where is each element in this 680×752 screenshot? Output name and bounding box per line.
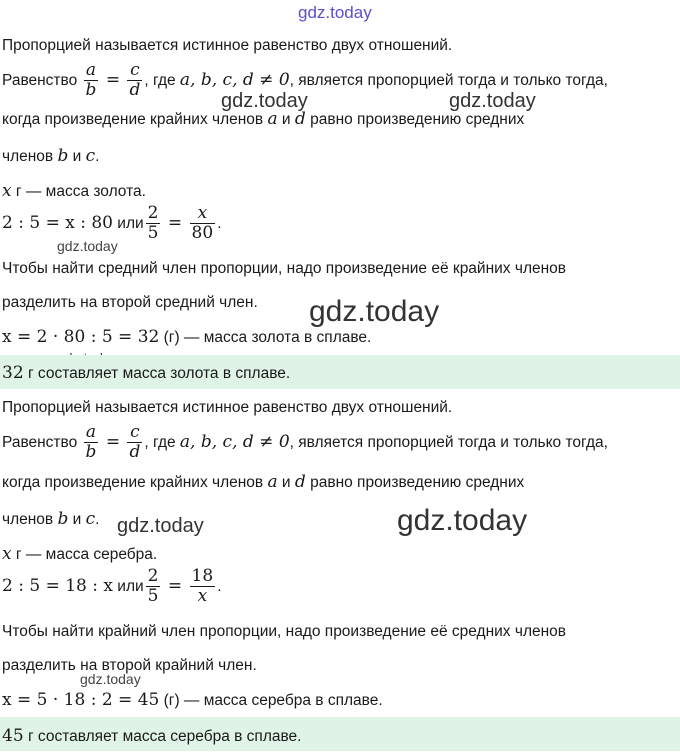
- line-extremes-2: когда произведение крайних членов a и d равно произведению средних: [2, 472, 525, 492]
- watermark: gdz.today: [449, 90, 536, 112]
- line-extremes-1: когда произведение крайних членов a и d равно произведению средних: [2, 109, 525, 129]
- definition-text-2: Пропорцией называется истинное равенство двух отношений.: [2, 399, 453, 416]
- where-text: , где: [144, 72, 180, 89]
- watermark-top: gdz.today: [298, 3, 372, 22]
- equality-line-1: Равенство $\frac{a}{b}$ = $\frac{c}{d}$ , где a, b, c, d ≠ 0, является пропорцией тогда и только тогда,: [2, 60, 608, 101]
- mass-definition-2: x г — масса серебра.: [2, 544, 158, 564]
- or-word: или: [112, 215, 144, 232]
- rule-line-2a: Чтобы найти крайний член пропорции, надо произведение её средних членов: [2, 623, 567, 640]
- frac-denominator: d: [129, 80, 141, 101]
- mass-definition-1: x г — масса золота.: [2, 181, 146, 201]
- fraction-2-5: $\frac{2}{5}$: [147, 203, 159, 244]
- condition-rest: , является пропорцией тогда и только тогда,: [289, 72, 608, 89]
- watermark: gdz.today: [117, 515, 204, 537]
- line-means-2: членов b и c.: [2, 509, 100, 529]
- fraction-18-x: $\frac{18}{x}$: [191, 566, 214, 607]
- frac-numerator: a: [85, 60, 97, 81]
- watermark: gdz.today: [221, 90, 308, 112]
- fraction-c-d: [127, 61, 142, 100]
- watermark: gdz.today: [397, 504, 528, 537]
- fraction-x-80: $\frac{x}{80}$: [191, 203, 214, 244]
- calc-line-2: x = 5 · 18 : 2 = 45 (г) — масса серебра в сплаве.: [2, 690, 383, 710]
- answer-line-2: 45 г составляет масса серебра в сплаве.: [2, 726, 302, 746]
- equality-word: Равенство: [2, 434, 78, 451]
- fraction-2-5: $\frac{2}{5}$: [147, 566, 159, 607]
- proportion-line-2: 2 : 5 = 18 : x или $\frac{2}{5}$ = $\frac{18}{x}$ .: [2, 566, 222, 607]
- equality-line-2: Равенство $\frac{a}{b}$ = $\frac{c}{d}$ , где a, b, c, d ≠ 0, является пропорцией тогда и только тогда,: [2, 422, 608, 463]
- fraction-a-b: [84, 61, 99, 100]
- calc-line-1: x = 2 · 80 : 5 = 32 (г) — масса золота в сплаве.: [2, 327, 372, 347]
- watermark: gdz.today: [80, 671, 141, 687]
- equality-word: Равенство: [2, 72, 78, 89]
- frac-numerator: c: [130, 60, 140, 81]
- answer-line-1: 32 г составляет масса золота в сплаве.: [2, 363, 291, 383]
- definition-text-1: Пропорцией называется истинное равенство двух отношений.: [2, 37, 453, 54]
- proportion-left: 2 : 5 = x : 80: [2, 213, 113, 233]
- proportion-left: 2 : 5 = 18 : x: [2, 576, 113, 596]
- fraction-a-b: $\frac{a}{b}$: [85, 422, 97, 463]
- watermark: gdz.today: [309, 295, 440, 328]
- line-means-1: членов b и c.: [2, 146, 100, 166]
- proportion-line-1: 2 : 5 = x : 80 или $\frac{2}{5}$ = $\frac{x}{80}$ .: [2, 203, 222, 244]
- fraction-c-d: $\frac{c}{d}$: [129, 422, 141, 463]
- rule-line-1a: Чтобы найти средний член пропорции, надо произведение её крайних членов: [2, 260, 567, 277]
- watermark: gdz.today: [57, 238, 118, 254]
- rule-line-1b: разделить на второй средний член.: [2, 294, 258, 311]
- rule-line-2b: разделить на второй крайний член.: [2, 657, 257, 674]
- condition-math: a, b, c, d ≠ 0: [179, 70, 290, 90]
- frac-denominator: b: [85, 80, 97, 101]
